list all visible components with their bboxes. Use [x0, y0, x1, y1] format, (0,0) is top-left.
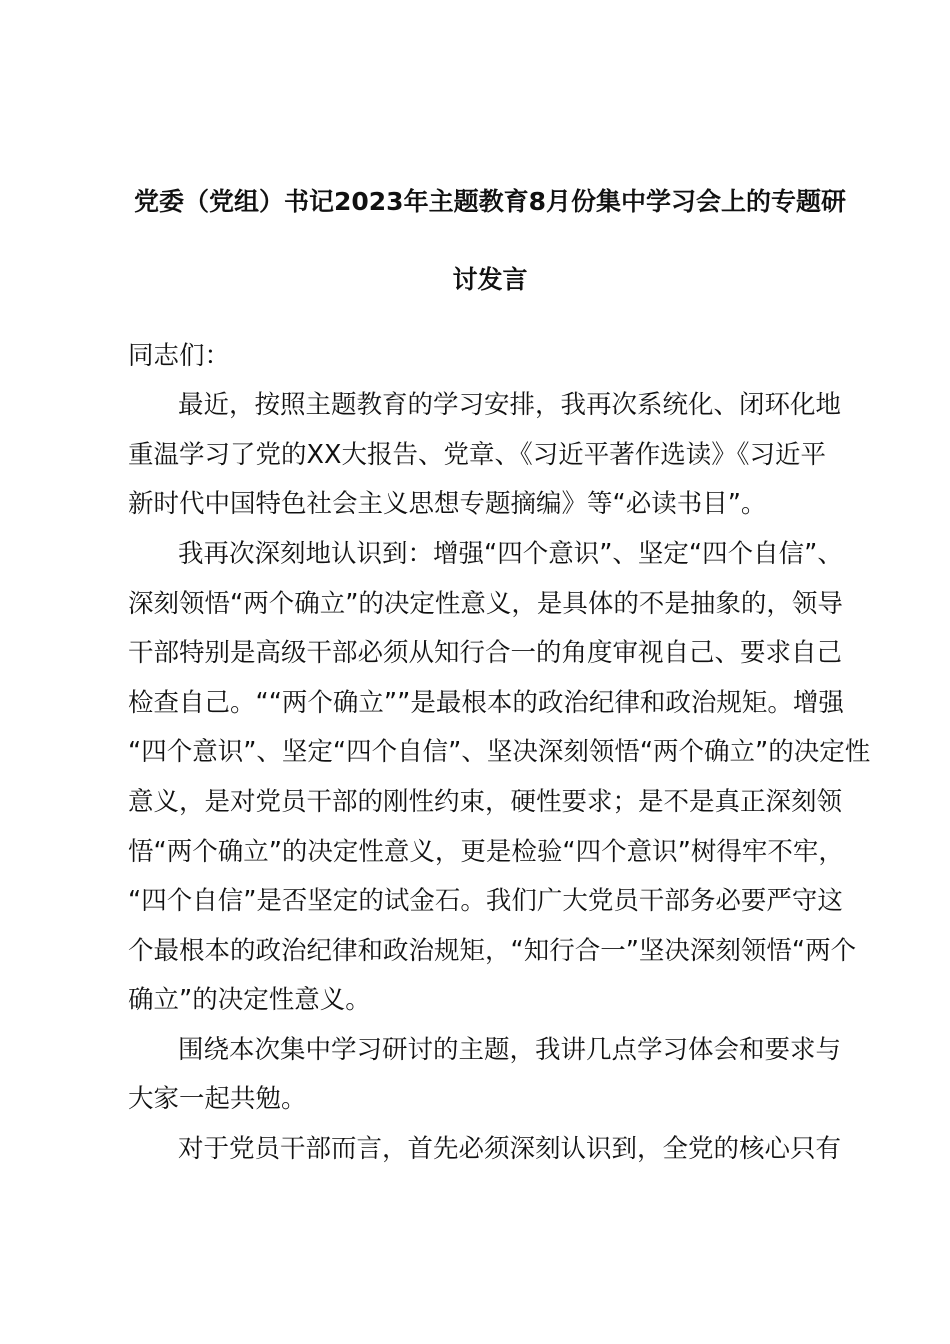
paragraph-2-line-8: “四个自信”是否坚定的试金石。我们广大党员干部务必要严守这	[128, 886, 843, 916]
paragraph-2-line-5: “四个意识”、坚定“四个自信”、坚决深刻领悟“两个确立”的决定性	[128, 737, 871, 767]
document-title-line-2: 讨发言	[452, 265, 528, 294]
salutation: 同志们：	[128, 341, 231, 371]
paragraph-4-line-1: 对于党员干部而言，首先必须深刻认识到，全党的核心只有	[178, 1134, 842, 1164]
paragraph-2-line-9: 个最根本的政治纪律和政治规矩，“知行合一”坚决深刻领悟“两个	[128, 936, 857, 966]
paragraph-1-line-2: 重温学习了党的XX大报告、党章、《习近平著作选读》《习近平	[128, 440, 826, 470]
paragraph-2-line-1: 我再次深刻地认识到：增强“四个意识”、坚定“四个自信”、	[178, 539, 843, 569]
paragraph-2-line-4: 检查自己。““两个确立””是最根本的政治纪律和政治规矩。增强	[128, 688, 844, 718]
paragraph-2-line-3: 干部特别是高级干部必须从知行合一的角度审视自己、要求自己	[128, 638, 843, 668]
paragraph-2-line-7: 悟“两个确立”的决定性意义，更是检验“四个意识”树得牢不牢，	[128, 837, 844, 867]
paragraph-1-line-3: 新时代中国特色社会主义思想专题摘编》等“必读书目”。	[128, 489, 767, 519]
paragraph-3-line-1: 围绕本次集中学习研讨的主题，我讲几点学习体会和要求与	[178, 1035, 842, 1065]
paragraph-3-line-2: 大家一起共勉。	[128, 1084, 307, 1114]
paragraph-2-line-10: 确立”的决定性意义。	[128, 985, 371, 1015]
paragraph-1-line-1: 最近，按照主题教育的学习安排，我再次系统化、闭环化地	[178, 390, 842, 420]
paragraph-2-line-6: 意义，是对党员干部的刚性约束，硬性要求；是不是真正深刻领	[128, 787, 843, 817]
paragraph-2-line-2: 深刻领悟“两个确立”的决定性意义，是具体的不是抽象的，领导	[128, 589, 843, 619]
document-title-line-1: 党委（党组）书记2023年主题教育8月份集中学习会上的专题研	[134, 187, 846, 216]
